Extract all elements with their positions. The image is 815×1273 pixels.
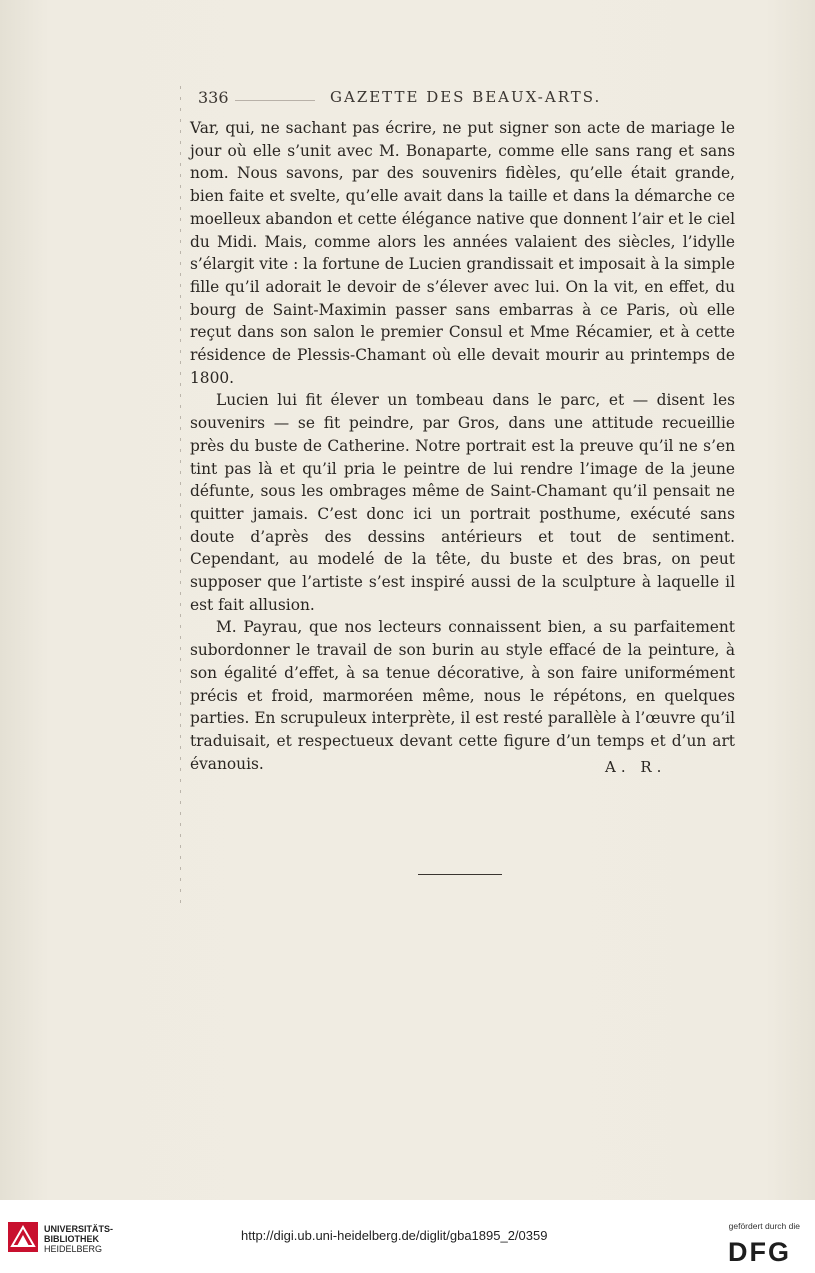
header-rule — [235, 100, 315, 101]
paragraph-3: M. Payrau, que nos lecteurs connaissent bien, a su parfaitement subordonner le travail de son burin au style effacé de la peinture, à son égalité d’effet, à sa tenue décorative, à son faire uniformément précis et froid, marmoréen même, nous le répétons, en quelques parties. En scrupuleux interprète, il est resté parallèle à l’œuvre qu’il traduisait, et respectueux devant cette figure d’un temps et d’un art évanouis. — [190, 618, 735, 773]
running-title: GAZETTE DES BEAUX-ARTS. — [330, 88, 602, 106]
end-rule — [418, 874, 502, 875]
page-header — [190, 86, 735, 112]
binding-gutter-marks — [180, 86, 181, 906]
article-body — [190, 117, 735, 775]
author-signature: A. R. — [605, 758, 667, 776]
university-library-logo-icon — [8, 1222, 38, 1252]
permalink-url[interactable]: http://digi.ub.uni-heidelberg.de/diglit/gba1895_2/0359 — [241, 1228, 548, 1243]
paragraph-2: Lucien lui fit élever un tombeau dans le parc, et — disent les souvenirs — se fit peindre, par Gros, dans une attitude recueillie près du buste de Catherine. Notre portrait est la preuve qu’il ne s’en tint pas là et qu’il pria le peintre de lui rendre l’image de la jeune défunte, sous les ombrages même de Saint-Chamant qu’il pensait ne quitter jamais. C’est donc ici un portrait posthume, exécuté sans doute d’après des dessins antérieurs et tout de sentiment. Cependant, au modelé de la tête, du buste et des bras, on peut supposer que l’artiste s’est inspiré aussi de la sculpture à laquelle il est fait allusion. — [190, 391, 735, 614]
paragraph-1: Var, qui, ne sachant pas écrire, ne put signer son acte de mariage le jour où elle s’unit avec M. Bonaparte, comme elle sans rang et sans nom. Nous savons, par des souvenirs fidèles, qu’elle était grande, bien faite et svelte, qu’elle avait dans la taille et dans la démarche ce moelleux abandon et cette élégance native que donnent l’air et le ciel du Midi. Mais, comme alors les années valaient des siècles, l’idylle s’élargit vite : la fortune de Lucien grandissait et imposait à la simple fille qu’il adorait le devoir de s’élever avec lui. On la vit, en effet, du bourg de Saint-Maximin passer sans embarras à ce Paris, où elle reçut dans son salon le premier Consul et Mme Récamier, et à cette résidence de Plessis-Chamant où elle devait mourir au printemps de 1800. — [190, 119, 735, 387]
funder-block — [690, 1220, 808, 1268]
library-name — [44, 1224, 113, 1254]
dfg-logo: DFG — [728, 1237, 791, 1267]
page-number: 336 — [198, 88, 229, 107]
funding-caption: gefördert durch die — [728, 1221, 800, 1231]
library-name-line-2: BIBLIOTHEK — [44, 1234, 99, 1244]
library-name-line-1: UNIVERSITÄTS- — [44, 1224, 114, 1234]
library-city: HEIDELBERG — [44, 1244, 103, 1254]
digitization-footer — [0, 1200, 815, 1273]
